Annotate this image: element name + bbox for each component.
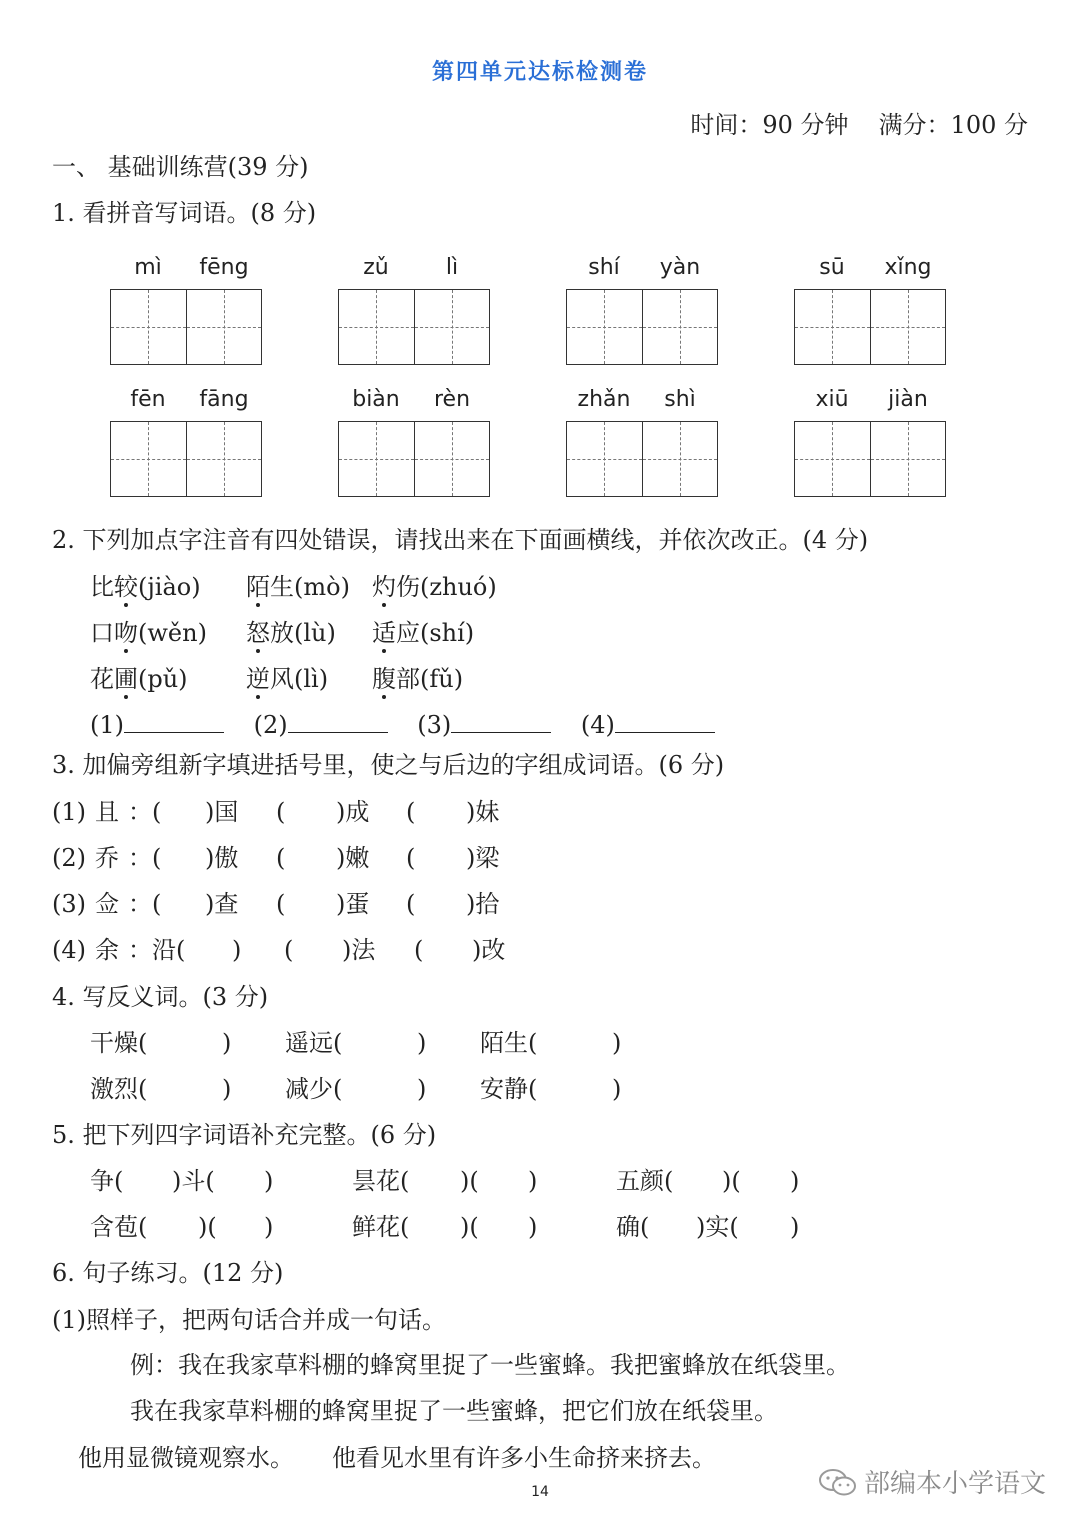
pinyin-word bbox=[794, 387, 946, 497]
grid-cell[interactable] bbox=[567, 422, 642, 496]
q3-text: ( bbox=[414, 936, 424, 964]
q5-text: )( bbox=[198, 1213, 217, 1241]
item-rest: 伤(zhuó) bbox=[396, 573, 497, 601]
dotted-char: 适 bbox=[372, 619, 396, 647]
pinyin-labels bbox=[566, 387, 718, 417]
q3-text: ：( bbox=[128, 890, 162, 918]
q5-text: ) bbox=[264, 1213, 274, 1241]
q5-text: ) bbox=[790, 1167, 800, 1195]
q3-text: ( bbox=[276, 798, 286, 826]
q5-text: 鲜花( bbox=[352, 1213, 410, 1241]
q3-text: )妹 bbox=[466, 798, 500, 826]
wechat-icon bbox=[818, 1467, 858, 1497]
q3-text: )国 bbox=[205, 798, 239, 826]
dotted-char: 陌 bbox=[246, 573, 270, 601]
blank-label: (3) bbox=[417, 711, 452, 739]
q3-text: ( bbox=[406, 890, 416, 918]
blank-label: (4) bbox=[580, 711, 615, 739]
q4-text: 激烈( bbox=[90, 1075, 148, 1103]
pinyin-labels bbox=[110, 255, 262, 285]
q5-text: ) bbox=[528, 1213, 538, 1241]
q3-text: ：沿( bbox=[128, 936, 186, 964]
pinyin-word bbox=[794, 255, 946, 365]
q3-text: )查 bbox=[205, 890, 239, 918]
q5-text: 含苞( bbox=[90, 1213, 148, 1241]
grid-cell[interactable] bbox=[870, 422, 946, 496]
item-char: 比 bbox=[90, 573, 114, 601]
pinyin-syllable: xiū bbox=[815, 387, 849, 412]
q6-example-1: 例：我在我家草料棚的蜂窝里捉了一些蜜蜂。我把蜜蜂放在纸袋里。 bbox=[130, 1351, 850, 1379]
q5-text: ) bbox=[528, 1167, 538, 1195]
item-rest: (wěn) bbox=[138, 619, 207, 647]
q5-text: )斗( bbox=[172, 1167, 215, 1195]
grid-cell[interactable] bbox=[111, 422, 186, 496]
q4-text: 减少( bbox=[285, 1075, 343, 1103]
pronunciation-item bbox=[372, 618, 474, 648]
pinyin-labels bbox=[338, 255, 490, 285]
grid-cell[interactable] bbox=[339, 290, 414, 364]
answer-blank[interactable] bbox=[451, 710, 551, 733]
writing-grid[interactable] bbox=[794, 289, 946, 365]
q3-text: ( bbox=[406, 798, 416, 826]
dotted-char: 吻 bbox=[114, 619, 138, 647]
q5-text: )( bbox=[460, 1213, 479, 1241]
q3-text: ( bbox=[276, 844, 286, 872]
q1-label: 1. 看拼音写词语。(8 分) bbox=[52, 199, 317, 227]
item-rest: 应(shí) bbox=[396, 619, 475, 647]
q4-text: ) bbox=[612, 1029, 622, 1057]
q3-text: (3) bbox=[52, 890, 86, 918]
writing-grid[interactable] bbox=[110, 421, 262, 497]
q3-text: )蛋 bbox=[336, 890, 370, 918]
q6-task-a: 他用显微镜观察水。 bbox=[78, 1444, 294, 1472]
dotted-char: 灼 bbox=[372, 573, 396, 601]
q6-example-2: 我在我家草料棚的蜂窝里捉了一些蜜蜂，把它们放在纸袋里。 bbox=[130, 1397, 778, 1425]
section-heading: 一、 基础训练营(39 分) bbox=[52, 153, 309, 181]
pinyin-syllable: shí bbox=[588, 255, 620, 280]
grid-cell[interactable] bbox=[186, 422, 262, 496]
q3-text: )改 bbox=[472, 936, 506, 964]
pinyin-labels bbox=[794, 255, 946, 285]
q4-label: 4. 写反义词。(3 分) bbox=[52, 983, 269, 1011]
dotted-char: 较 bbox=[114, 573, 138, 601]
pronunciation-item bbox=[90, 618, 207, 648]
page-number: 14 bbox=[531, 1484, 549, 1500]
q3-text: ( bbox=[284, 936, 294, 964]
grid-cell[interactable] bbox=[414, 290, 490, 364]
writing-grid[interactable] bbox=[338, 289, 490, 365]
pinyin-word bbox=[566, 255, 718, 365]
q3-text: 且 bbox=[95, 798, 119, 826]
pronunciation-item bbox=[246, 618, 336, 648]
grid-cell[interactable] bbox=[795, 290, 870, 364]
grid-cell[interactable] bbox=[567, 290, 642, 364]
dotted-char: 腹 bbox=[372, 665, 396, 693]
q2-blanks bbox=[90, 710, 715, 740]
answer-blank[interactable] bbox=[615, 710, 715, 733]
q3-text: ：( bbox=[128, 844, 162, 872]
grid-cell[interactable] bbox=[642, 422, 718, 496]
q2-label: 2. 下列加点字注音有四处错误，请找出来在下面画横线，并依次改正。(4 分) bbox=[52, 526, 869, 554]
q3-text: )法 bbox=[342, 936, 376, 964]
item-char: 口 bbox=[90, 619, 114, 647]
pinyin-labels bbox=[110, 387, 262, 417]
q4-text: ) bbox=[222, 1075, 232, 1103]
q3-text: )拾 bbox=[466, 890, 500, 918]
writing-grid[interactable] bbox=[566, 421, 718, 497]
item-rest: 放(lù) bbox=[270, 619, 336, 647]
pinyin-labels bbox=[566, 255, 718, 285]
grid-cell[interactable] bbox=[339, 422, 414, 496]
grid-cell[interactable] bbox=[870, 290, 946, 364]
watermark-text: 部编本小学语文 bbox=[863, 1469, 1046, 1499]
q3-text: 余 bbox=[95, 936, 119, 964]
grid-cell[interactable] bbox=[186, 290, 262, 364]
q4-text: ) bbox=[417, 1029, 427, 1057]
grid-cell[interactable] bbox=[795, 422, 870, 496]
pinyin-word bbox=[110, 255, 262, 365]
pinyin-syllable: mì bbox=[134, 255, 162, 280]
pinyin-syllable: fāng bbox=[199, 387, 249, 412]
pinyin-syllable: lì bbox=[445, 255, 459, 280]
page-title: 第四单元达标检测卷 bbox=[431, 60, 648, 85]
writing-grid[interactable] bbox=[566, 289, 718, 365]
q5-text: 昙花( bbox=[352, 1167, 410, 1195]
item-rest: 部(fǔ) bbox=[396, 665, 464, 693]
pinyin-syllable: zǔ bbox=[363, 255, 389, 280]
dotted-char: 逆 bbox=[246, 665, 270, 693]
pinyin-word bbox=[338, 387, 490, 497]
answer-blank[interactable] bbox=[288, 710, 388, 733]
writing-grid[interactable] bbox=[110, 289, 262, 365]
pinyin-word bbox=[566, 387, 718, 497]
q6-label: 6. 句子练习。(12 分) bbox=[52, 1259, 284, 1287]
pronunciation-item bbox=[246, 664, 328, 694]
q3-text: )嫩 bbox=[336, 844, 370, 872]
pinyin-syllable: fēn bbox=[130, 387, 166, 412]
pronunciation-item bbox=[90, 664, 188, 694]
q3-text: (2) bbox=[52, 844, 86, 872]
full-score: 满分：100 分 bbox=[878, 111, 1028, 139]
pronunciation-item bbox=[246, 572, 350, 602]
q3-text: 乔 bbox=[95, 844, 119, 872]
pinyin-syllable: fēng bbox=[199, 255, 249, 280]
q4-text: ) bbox=[417, 1075, 427, 1103]
item-rest: (jiào) bbox=[138, 573, 201, 601]
q4-text: 陌生( bbox=[480, 1029, 538, 1057]
q3-text: ( bbox=[406, 844, 416, 872]
item-rest: (pǔ) bbox=[138, 665, 188, 693]
pinyin-syllable: xǐng bbox=[884, 255, 932, 280]
q3-text: )成 bbox=[336, 798, 370, 826]
q6-sub1: (1)照样子，把两句话合并成一句话。 bbox=[52, 1306, 446, 1334]
grid-cell[interactable] bbox=[642, 290, 718, 364]
blank-label: (1) bbox=[90, 711, 124, 739]
blank-label: (2) bbox=[253, 711, 288, 739]
q3-label: 3. 加偏旁组新字填进括号里，使之与后边的字组成词语。(6 分) bbox=[52, 751, 725, 779]
q5-text: ) bbox=[790, 1213, 800, 1241]
q3-text: ：( bbox=[128, 798, 162, 826]
writing-grid[interactable] bbox=[338, 421, 490, 497]
watermark bbox=[818, 1463, 1046, 1500]
q3-text: ( bbox=[276, 890, 286, 918]
pinyin-syllable: jiàn bbox=[888, 387, 928, 412]
q5-text: )实( bbox=[696, 1213, 739, 1241]
q5-text: 确( bbox=[616, 1213, 650, 1241]
q4-text: 干燥( bbox=[90, 1029, 148, 1057]
q5-text: )( bbox=[722, 1167, 741, 1195]
pinyin-syllable: rèn bbox=[433, 387, 471, 412]
pinyin-syllable: shì bbox=[664, 387, 696, 412]
q6-task-b: 他看见水里有许多小生命挤来挤去。 bbox=[332, 1444, 716, 1472]
exam-meta bbox=[690, 105, 1028, 140]
time-limit: 时间：90 分钟 bbox=[690, 111, 849, 139]
dotted-char: 怒 bbox=[246, 619, 270, 647]
q5-text: )( bbox=[460, 1167, 479, 1195]
q4-text: ) bbox=[612, 1075, 622, 1103]
q4-text: 遥远( bbox=[285, 1029, 343, 1057]
pinyin-labels bbox=[794, 387, 946, 417]
pronunciation-item bbox=[90, 572, 201, 602]
q5-text: 五颜( bbox=[616, 1167, 674, 1195]
q4-text: ) bbox=[222, 1029, 232, 1057]
pinyin-labels bbox=[338, 387, 490, 417]
q3-text: (4) bbox=[52, 936, 86, 964]
q5-label: 5. 把下列四字词语补充完整。(6 分) bbox=[52, 1121, 437, 1149]
item-char: 花 bbox=[90, 665, 114, 693]
pinyin-word bbox=[338, 255, 490, 365]
q3-text: 佥 bbox=[95, 890, 119, 918]
q3-text: ) bbox=[232, 936, 242, 964]
pronunciation-item bbox=[372, 664, 463, 694]
q5-text: 争( bbox=[90, 1167, 124, 1195]
item-rest: 风(lì) bbox=[270, 665, 329, 693]
answer-blank[interactable] bbox=[124, 710, 224, 733]
grid-cell[interactable] bbox=[414, 422, 490, 496]
pinyin-syllable: sū bbox=[819, 255, 845, 280]
q4-text: 安静( bbox=[480, 1075, 538, 1103]
pinyin-syllable: zhǎn bbox=[577, 387, 631, 412]
pinyin-syllable: yàn bbox=[659, 255, 701, 280]
grid-cell[interactable] bbox=[111, 290, 186, 364]
pinyin-syllable: biàn bbox=[352, 387, 400, 412]
dotted-char: 圃 bbox=[114, 665, 138, 693]
q3-text: )梁 bbox=[466, 844, 500, 872]
writing-grid[interactable] bbox=[794, 421, 946, 497]
q3-text: (1) bbox=[52, 798, 86, 826]
item-rest: 生(mò) bbox=[270, 573, 350, 601]
pronunciation-item bbox=[372, 572, 497, 602]
q3-text: )傲 bbox=[205, 844, 239, 872]
pinyin-word bbox=[110, 387, 262, 497]
q5-text: ) bbox=[264, 1167, 274, 1195]
